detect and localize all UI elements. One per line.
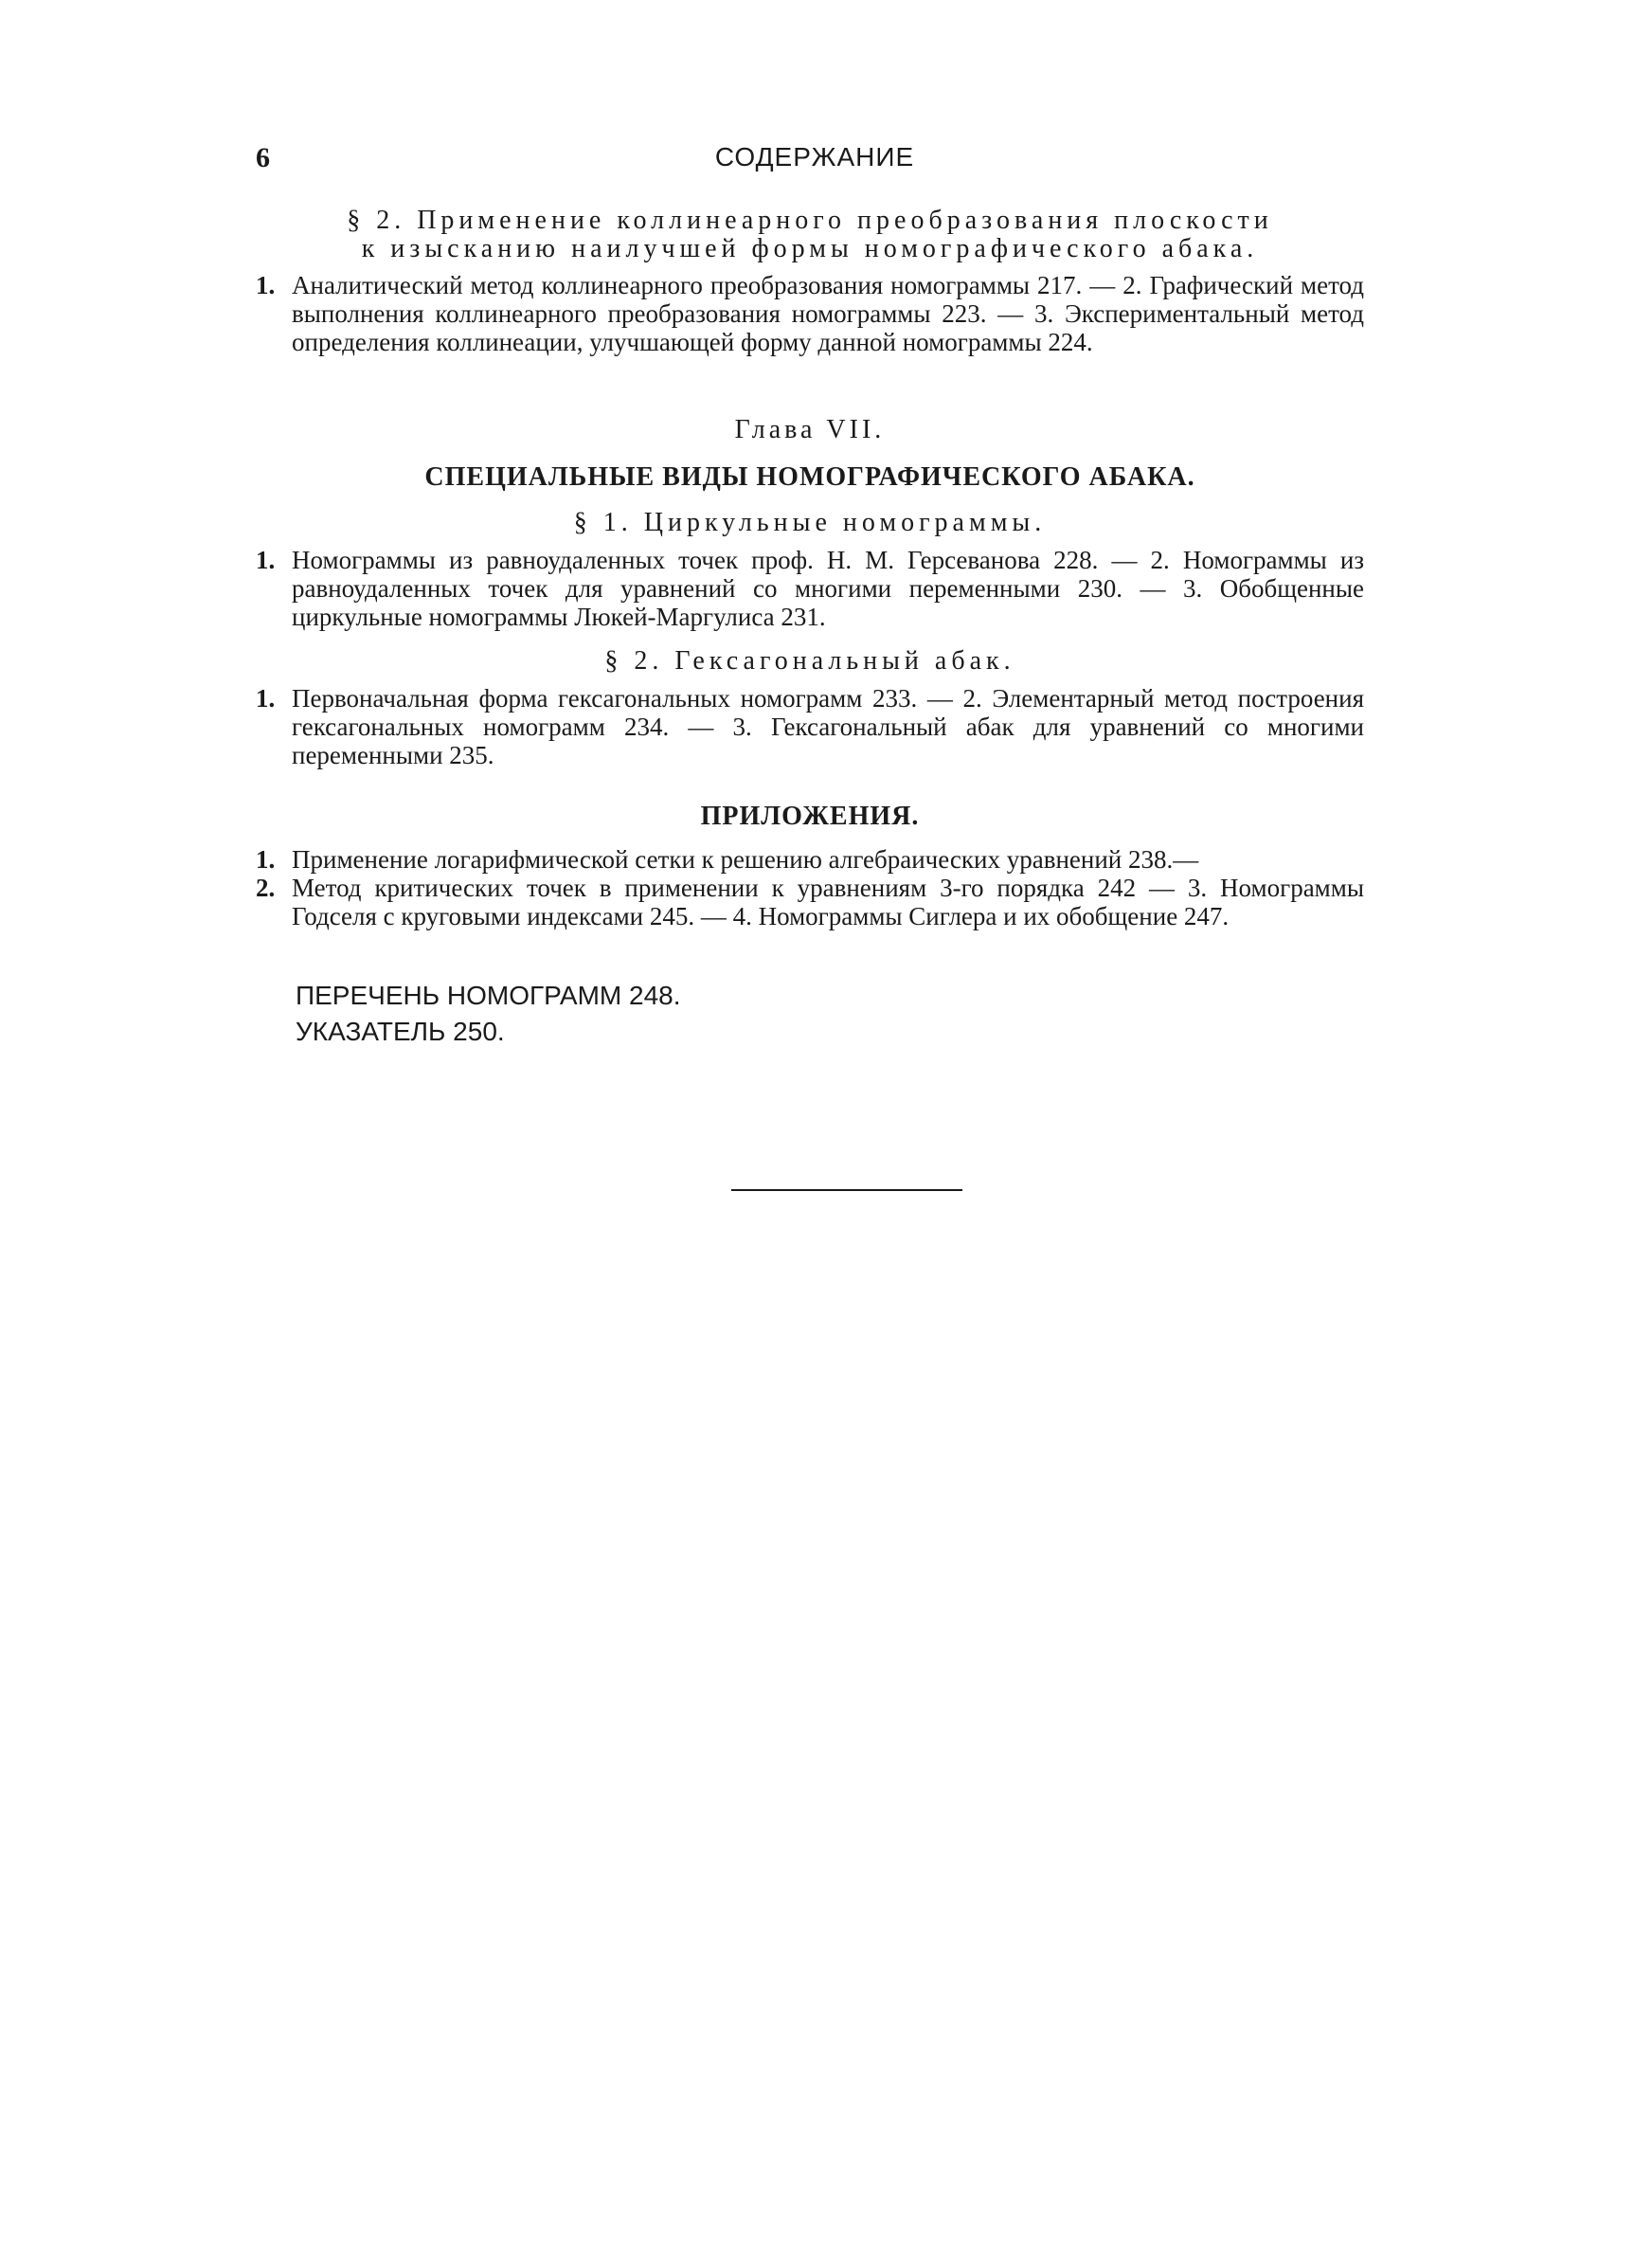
toc-entry: [256, 874, 1364, 930]
page-number: 6: [256, 142, 270, 173]
back-matter: [256, 978, 1364, 1050]
list-of-nomograms: ПЕРЕЧЕНЬ НОМОГРАММ 248.: [296, 981, 681, 1010]
section-title: § 1. Циркульные номограммы.: [573, 508, 1047, 537]
chapter-label: Глава VII.: [734, 415, 886, 444]
entry-number: 2.: [256, 874, 276, 902]
chapter-section-1: [256, 508, 1364, 631]
running-title: СОДЕРЖАНИЕ: [714, 142, 915, 172]
toc-entry: [256, 546, 1364, 631]
entry-number: 1.: [256, 845, 276, 874]
section-title: § 2. Гексагональный абак.: [604, 646, 1015, 676]
index-entry: УКАЗАТЕЛЬ 250.: [296, 1017, 505, 1046]
chapter-title: СПЕЦИАЛЬНЫЕ ВИДЫ НОМОГРАФИЧЕСКОГО АБАКА.: [424, 462, 1195, 492]
closing-rule: [731, 1189, 962, 1191]
entry-text: Метод критических точек в применении к уравнениям 3-го порядка 242 — 3. Номограммы Годселя с круговыми индексами 245. — 4. Номограммы Сиглера и их обобщение 247.: [292, 874, 1364, 930]
entry-text: Аналитический метод коллинеарного преобразования номограммы 217. — 2. Графический метод выполнения коллинеарного преобразования номограммы 223. — 3. Экспериментальный метод определения коллинеации, улучшающей форму данной номограммы 224.: [292, 271, 1364, 356]
chapter-section-2: [256, 646, 1364, 769]
appendix-title: ПРИЛОЖЕНИЯ.: [700, 802, 920, 831]
entry-number: 1.: [256, 546, 276, 574]
section-title-line-1: § 2. Применение коллинеарного преобразования плоскости: [347, 206, 1273, 235]
toc-entry: [256, 684, 1364, 769]
entry-number: 1.: [256, 271, 276, 299]
toc-entry: [256, 271, 1364, 356]
page-header: [256, 142, 1374, 184]
section-top: [256, 207, 1364, 356]
entry-text: Применение логарифмической сетки к решению алгебраических уравнений 238.—: [292, 845, 1199, 874]
table-of-contents: [256, 207, 1364, 1050]
section-title-line-2: к изысканию наилучшей формы номографического абака.: [361, 234, 1259, 263]
entry-text: Номограммы из равноудаленных точек проф. Н. М. Герсеванова 228. — 2. Номограммы из равноудаленных точек для уравнений со многими переменными 230. — 3. Обобщенные циркульные номограммы Люкей-Маргулиса 231.: [292, 546, 1364, 631]
toc-entry: [256, 845, 1364, 874]
entry-text: Первоначальная форма гексагональных номограмм 233. — 2. Элементарный метод построения гексагональных номограмм 234. — 3. Гексагональный абак для уравнений со многими переменными 235.: [292, 684, 1364, 769]
entry-number: 1.: [256, 684, 276, 713]
